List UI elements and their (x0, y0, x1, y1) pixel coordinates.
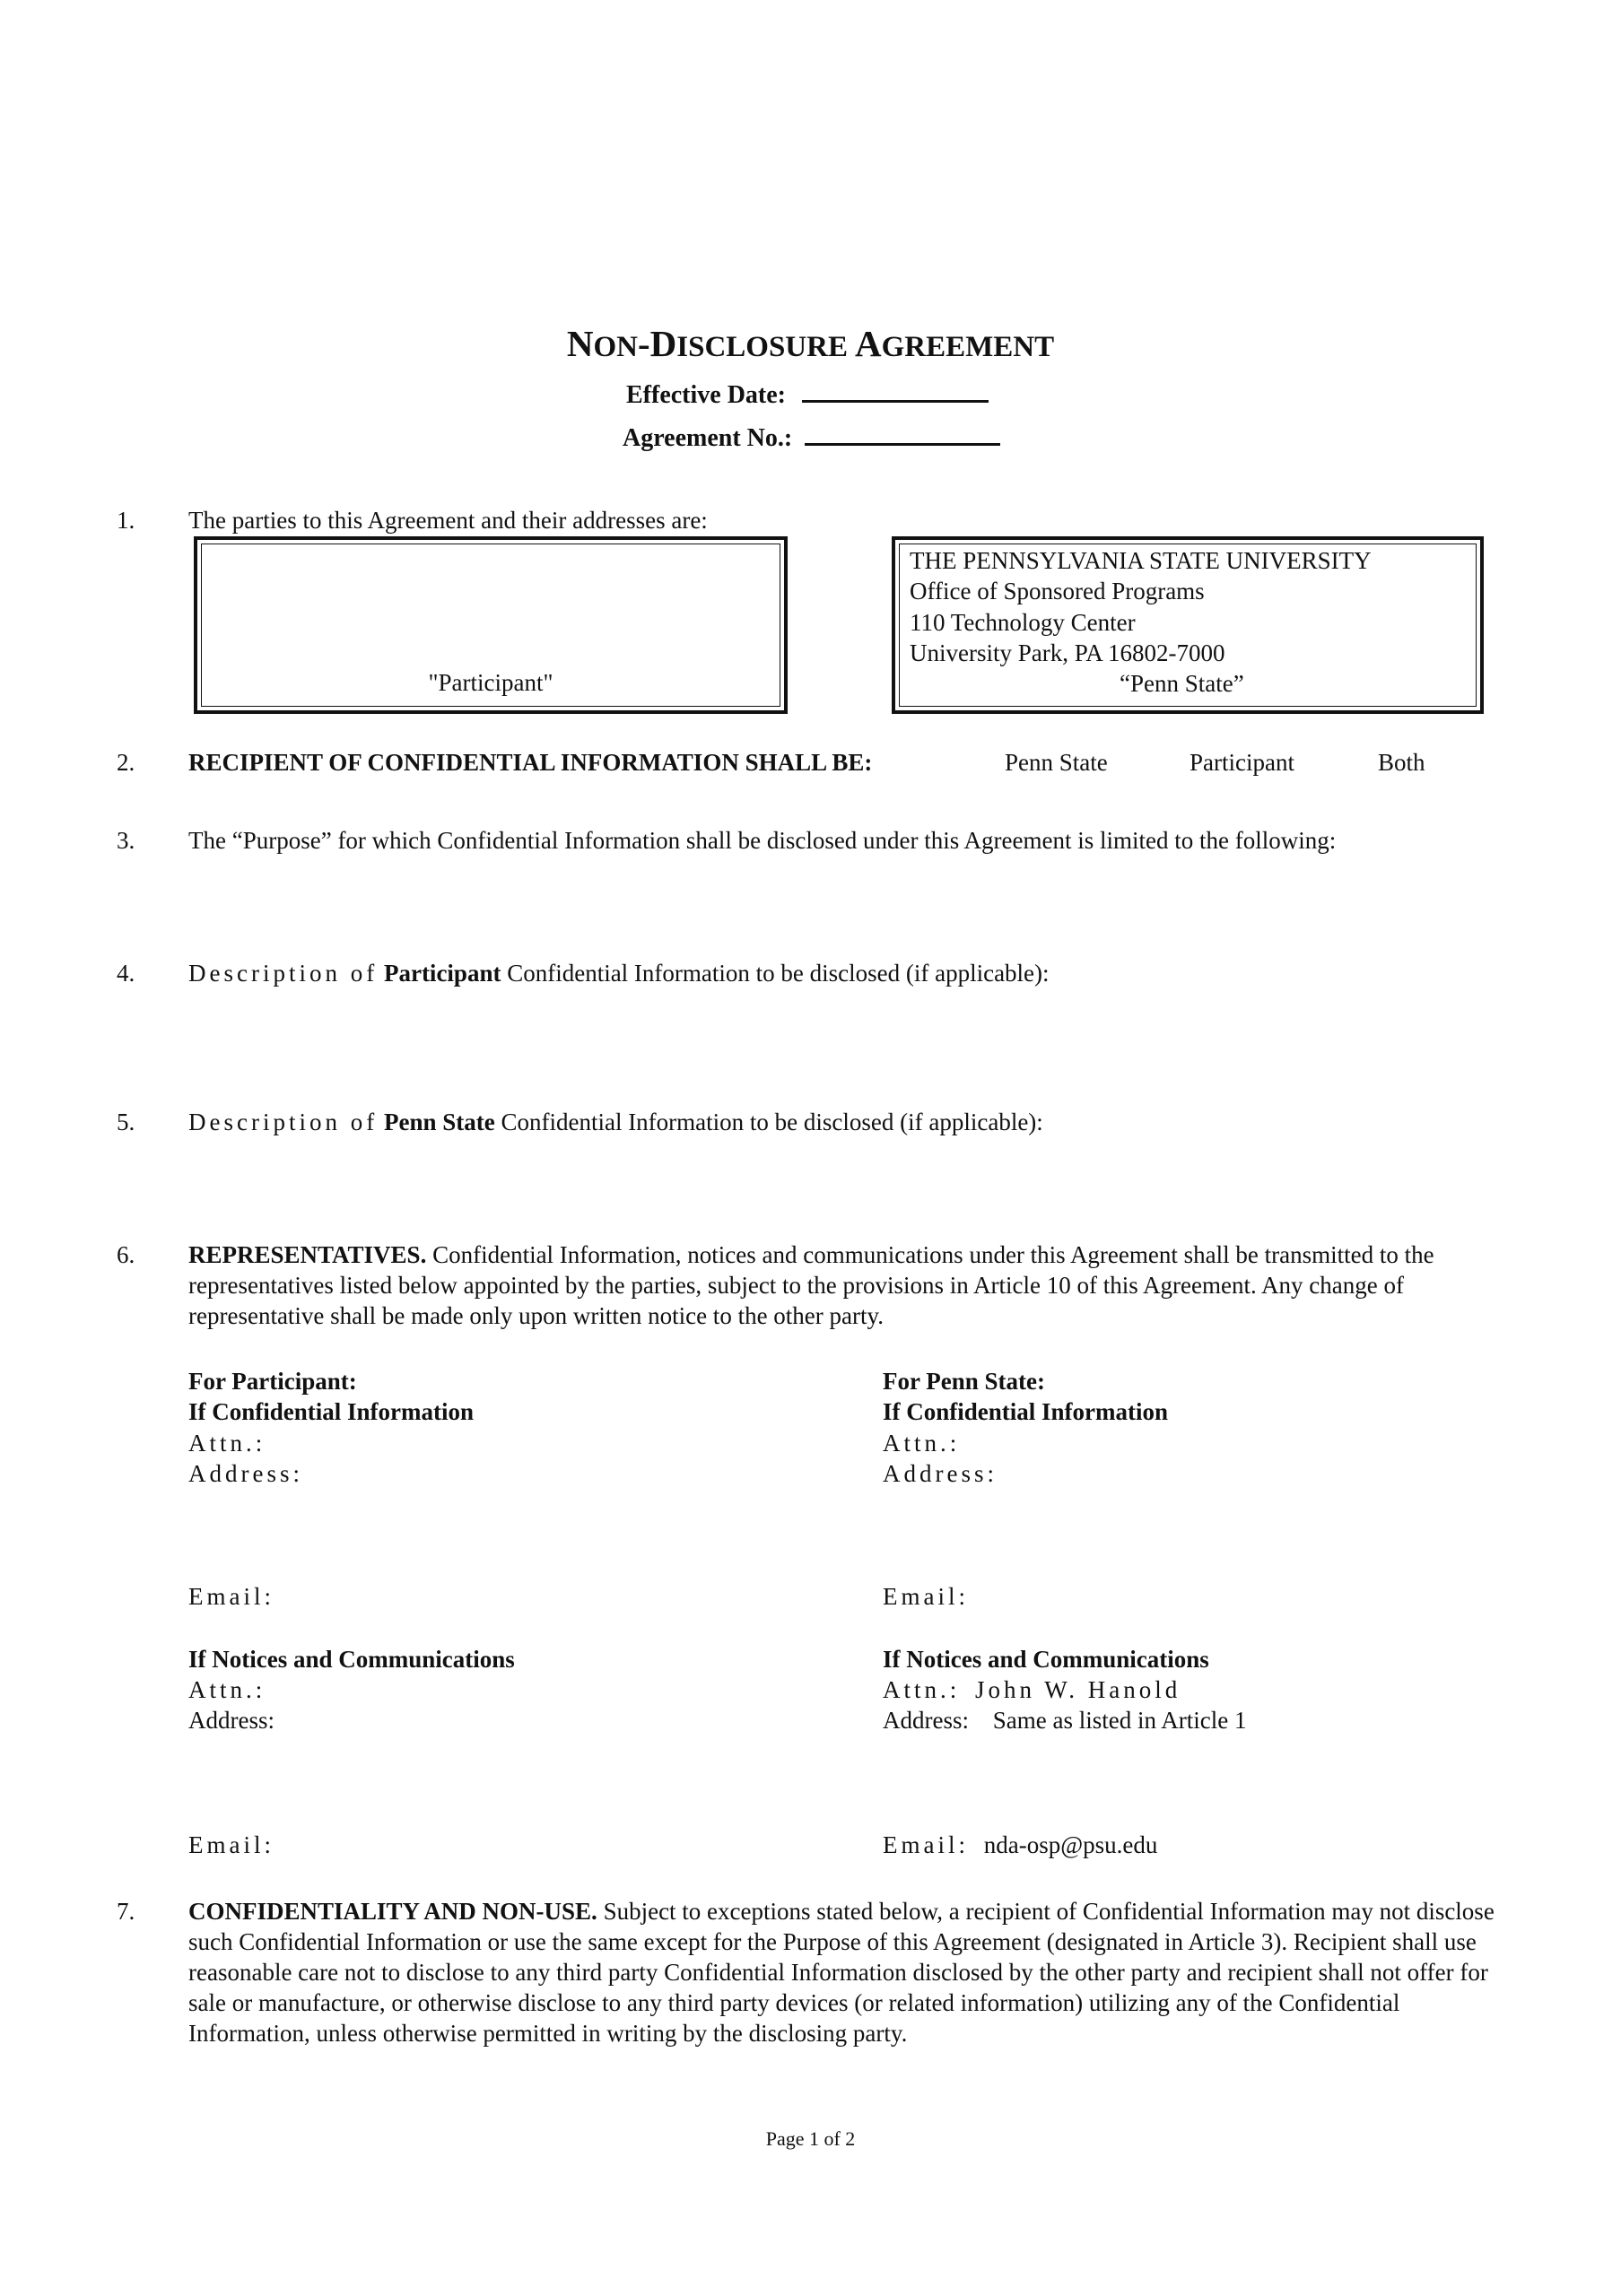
participant-address-box[interactable] (194, 536, 788, 714)
participant-ci-attn-label: Attn.: (188, 1430, 266, 1457)
agreement-no-label: Agreement No.: (623, 424, 793, 452)
section-7-number: 7. (117, 1898, 135, 1925)
page-number: Page 1 of 2 (765, 2127, 856, 2150)
section-3-text: The “Purpose” for which Confidential Information shall be disclosed under this Agreement is limited to the following: (188, 827, 1337, 854)
participant-box-label: "Participant" (428, 669, 553, 696)
document-title: NON-DISCLOSURE AGREEMENT (566, 323, 1055, 364)
section-2-heading: RECIPIENT OF CONFIDENTIAL INFORMATION SHALL BE: (188, 749, 873, 776)
section-3-number: 3. (117, 827, 135, 854)
recipient-option-both[interactable]: Both (1378, 749, 1425, 776)
pennstate-box-line: 110 Technology Center (910, 609, 1136, 636)
section-5-number: 5. (117, 1109, 135, 1135)
pennstate-notices-heading: If Notices and Communications (883, 1646, 1209, 1673)
recipient-option-participant[interactable]: Participant (1190, 749, 1294, 776)
pennstate-ci-email-label: Email: (883, 1583, 969, 1610)
pennstate-notices-attn-row: Attn.: John W. Hanold (883, 1676, 1181, 1703)
pennstate-box-line: University Park, PA 16802-7000 (910, 639, 1225, 666)
participant-notices-address-label: Address: (188, 1707, 275, 1734)
section-5-text: Description of Penn State Confidential Information to be disclosed (if applicable): (188, 1109, 1043, 1135)
section-7-text: CONFIDENTIALITY AND NON-USE. Subject to exceptions stated below, a recipient of Confidential Information may not disclose such Confidential Information or use the same except for the Purpose of this Agreement (designated in Article 3). Recipient shall use reasonable care not to disclose to any third party Confidential Information disclosed by the other party and recipient shall not offer for sale or manufacture, or otherwise disclose to any third party devices (or related information) utilizing any of the Confidential Information, unless otherwise permitted in writing by the disclosing party. (188, 1898, 1495, 2047)
section-1-number: 1. (117, 507, 135, 534)
section-6-number: 6. (117, 1241, 135, 1268)
agreement-no-field[interactable] (805, 420, 1000, 446)
pennstate-ci-heading: If Confidential Information (883, 1398, 1169, 1425)
participant-rep-heading: For Participant: (188, 1368, 357, 1395)
effective-date-label: Effective Date: (626, 381, 787, 409)
participant-notices-heading: If Notices and Communications (188, 1646, 515, 1673)
participant-notices-email-label: Email: (188, 1831, 275, 1858)
section-6-text: REPRESENTATIVES. Confidential Information, notices and communications under this Agreement shall be transmitted to the representatives listed below appointed by the parties, subject to the provisions in Article 10 of this Agreement. Any change of representative shall be made only upon written notice to the other party. (188, 1241, 1434, 1329)
participant-ci-address-label: Address: (188, 1460, 303, 1487)
pennstate-notices-email-row: Email: nda-osp@psu.edu (883, 1831, 1158, 1858)
effective-date-field[interactable] (802, 377, 989, 403)
section-4-number: 4. (117, 960, 135, 987)
recipient-option-pennstate[interactable]: Penn State (1005, 749, 1108, 776)
pennstate-notices-address-row: Address: Same as listed in Article 1 (883, 1707, 1247, 1734)
pennstate-email-link[interactable]: nda-osp@psu.edu (983, 1831, 1158, 1858)
participant-ci-heading: If Confidential Information (188, 1398, 475, 1425)
section-4-text: Description of Participant Confidential Information to be disclosed (if applicable): (188, 960, 1050, 987)
effective-date-row (626, 377, 989, 410)
pennstate-box-label: “Penn State” (1120, 670, 1244, 697)
section-2-number: 2. (117, 749, 135, 776)
section-1-text: The parties to this Agreement and their addresses are: (188, 507, 708, 534)
participant-ci-email-label: Email: (188, 1583, 275, 1610)
pennstate-ci-address-label: Address: (883, 1460, 998, 1487)
pennstate-ci-attn-label: Attn.: (883, 1430, 961, 1457)
agreement-no-row (623, 420, 1000, 453)
pennstate-rep-heading: For Penn State: (883, 1368, 1045, 1395)
pennstate-box-line: Office of Sponsored Programs (910, 578, 1205, 604)
pennstate-box-line: THE PENNSYLVANIA STATE UNIVERSITY (910, 547, 1372, 574)
pennstate-address-box (892, 536, 1484, 714)
participant-notices-attn-label: Attn.: (188, 1676, 266, 1703)
